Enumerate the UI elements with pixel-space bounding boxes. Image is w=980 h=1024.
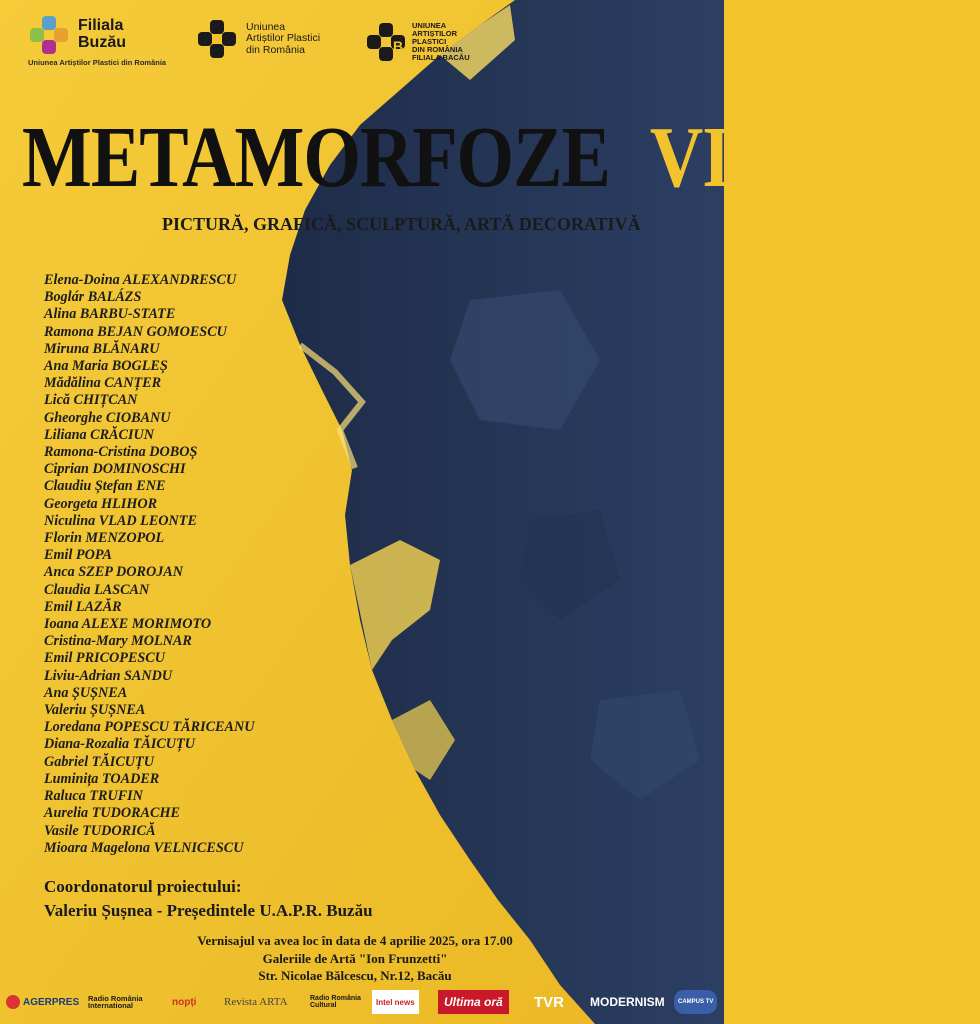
artist-name: Miruna BLĂNARU xyxy=(44,340,160,357)
title-word-2: VIZUALE xyxy=(649,109,980,206)
artist-list xyxy=(44,272,254,857)
bacau-line5: FILIALA BACĂU xyxy=(412,52,470,62)
artist-name: Valeriu ȘUȘNEA xyxy=(44,702,146,719)
filiala-line1: Filiala xyxy=(78,17,124,35)
filiala-line2: Buzău xyxy=(78,34,126,51)
uapr-line1: Uniunea xyxy=(246,21,286,34)
sponsor-intel-news: Intel news xyxy=(372,990,419,1014)
sponsor-ultima-ora: Ultima oră xyxy=(438,990,509,1014)
artist-name: Ana ȘUȘNEA xyxy=(44,684,128,701)
sponsor-agerpres: AGERPRES xyxy=(6,990,79,1014)
artist-name: Emil POPA xyxy=(44,547,112,564)
artist-name: Raluca TRUFIN xyxy=(44,788,143,805)
sponsor-radio-international: Radio România International xyxy=(88,993,143,1010)
artist-name: Ramona BEJAN GOMOESCU xyxy=(44,323,227,340)
bacau-line3: PLASTICI xyxy=(412,37,447,47)
uapr-line3: din România xyxy=(246,43,305,56)
coordinator-name: Valeriu Șușnea - Președintele U.A.P.R. Buzău xyxy=(44,901,373,920)
bacau-line4: DIN ROMÂNIA xyxy=(412,44,463,54)
artist-name: Ramona-Cristina DOBOȘ xyxy=(44,444,198,461)
artist-name: Mioara Magelona VELNICESCU xyxy=(44,839,244,856)
artist-name: Aurelia TUDORACHE xyxy=(44,805,180,822)
artist-name: Lică CHIȚCAN xyxy=(44,392,138,409)
artist-name: Emil LAZĂR xyxy=(44,598,122,615)
artist-name: Luminița TOADER xyxy=(44,770,160,787)
artist-name: Claudia LASCAN xyxy=(44,581,150,598)
artist-name: Anca SZEP DOROJAN xyxy=(44,564,183,581)
artist-name: Niculina VLAD LEONTE xyxy=(44,512,197,529)
artist-name: Vasile TUDORICĂ xyxy=(44,822,156,839)
artist-name: Loredana POPESCU TĂRICEANU xyxy=(44,719,255,736)
svg-text:B: B xyxy=(393,38,404,54)
sponsor-modernism: MODERNISM xyxy=(590,995,665,1009)
artist-name: Liliana CRĂCIUN xyxy=(44,426,154,443)
bacau-line2: ARTIȘTILOR xyxy=(412,29,457,39)
sponsor-noptii: nopți xyxy=(172,996,197,1008)
bacau-clover-icon xyxy=(366,22,406,62)
artist-name: Cristina-Mary MOLNAR xyxy=(44,633,192,650)
exhibition-title xyxy=(22,108,980,208)
event-info xyxy=(160,932,550,985)
bacau-logo xyxy=(366,22,470,62)
event-address: Str. Nicolae Bălcescu, Nr.12, Bacău xyxy=(258,968,452,983)
sponsor-campus-tv: CAMPUS TV xyxy=(674,990,717,1014)
agerpres-icon xyxy=(6,995,20,1009)
sponsor-radio-cultural: Radio România Cultural xyxy=(310,995,361,1009)
event-date: Vernisajul va avea loc în data de 4 aprilie 2025, ora 17.00 xyxy=(197,933,513,948)
artist-name: Ciprian DOMINOSCHI xyxy=(44,461,186,478)
artist-name: Gheorghe CIOBANU xyxy=(44,409,171,426)
artist-name: Florin MENZOPOL xyxy=(44,530,165,547)
clover-logo-icon xyxy=(28,14,70,56)
uapr-logo xyxy=(196,18,320,60)
artist-name: Boglár BALÁZS xyxy=(44,289,142,306)
event-venue: Galeriile de Artă "Ion Frunzetti" xyxy=(262,950,448,966)
artist-name: Gabriel TĂICUȚU xyxy=(44,753,154,770)
bacau-line1: UNIUNEA xyxy=(412,21,447,31)
artist-name: Claudiu Ștefan ENE xyxy=(44,478,166,495)
artist-name: Georgeta HLIHOR xyxy=(44,495,158,512)
filiala-buzau-logo xyxy=(28,14,126,56)
coordinator-label: Coordonatorul proiectului: xyxy=(44,877,242,896)
sponsor-revista-arta: Revista ARTA xyxy=(224,996,288,1008)
artist-name: Emil PRICOPESCU xyxy=(44,650,166,667)
sponsor-tvr: TVR xyxy=(534,993,564,1011)
artist-name: Ioana ALEXE MORIMOTO xyxy=(44,616,212,633)
artist-name: Mădălina CANȚER xyxy=(44,375,162,392)
exhibition-subtitle: PICTURĂ, GRAFICĂ, SCULPTURĂ, ARTĂ DECORATIVĂ xyxy=(162,214,641,234)
artist-name: Elena-Doina ALEXANDRESCU xyxy=(44,272,237,288)
filiala-subtitle: Uniunea Artiștilor Plastici din România xyxy=(28,58,167,67)
artist-name: Liviu-Adrian SANDU xyxy=(44,667,173,684)
title-word-1: METAMORFOZE xyxy=(22,109,610,206)
sponsor-strip xyxy=(0,984,724,1024)
artist-name: Alina BARBU-STATE xyxy=(44,306,176,323)
uapr-clover-icon xyxy=(196,18,238,60)
uapr-line2: Artiștilor Plastici xyxy=(246,32,321,45)
artist-name: Ana Maria BOGLEȘ xyxy=(44,358,168,375)
artist-name: Diana-Rozalia TĂICUȚU xyxy=(44,736,195,753)
